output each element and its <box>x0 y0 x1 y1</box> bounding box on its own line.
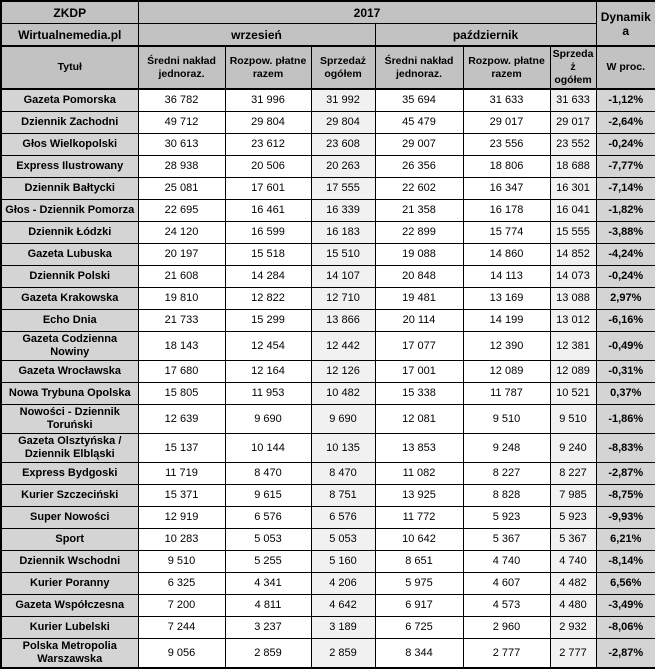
value-cell: 9 690 <box>225 405 311 434</box>
column-header-total-sales-sep: Sprzedaż ogółem <box>311 46 375 89</box>
value-cell: 11 953 <box>225 383 311 405</box>
newspaper-title-cell: Express Ilustrowany <box>1 156 138 178</box>
table-row <box>1 529 655 551</box>
value-cell: 8 651 <box>375 551 463 573</box>
value-cell: 8 344 <box>375 639 463 669</box>
column-header-total-sales-oct: Sprzedaż ogółem <box>550 46 596 89</box>
value-cell: 31 996 <box>225 89 311 112</box>
newspaper-title-cell: Echo Dnia <box>1 310 138 332</box>
percent-cell: -2,87% <box>596 639 655 669</box>
newspaper-title-cell: Kurier Szczeciński <box>1 485 138 507</box>
value-cell: 23 612 <box>225 134 311 156</box>
value-cell: 5 255 <box>225 551 311 573</box>
value-cell: 23 608 <box>311 134 375 156</box>
value-cell: 16 041 <box>550 200 596 222</box>
value-cell: 20 848 <box>375 266 463 288</box>
table-row <box>1 178 655 200</box>
percent-cell: -4,24% <box>596 244 655 266</box>
percent-cell: -8,06% <box>596 617 655 639</box>
value-cell: 6 576 <box>225 507 311 529</box>
value-cell: 35 694 <box>375 89 463 112</box>
value-cell: 23 552 <box>550 134 596 156</box>
month-october-label: październik <box>375 24 596 47</box>
value-cell: 18 806 <box>463 156 550 178</box>
value-cell: 16 183 <box>311 222 375 244</box>
newspaper-title-cell: Gazeta Lubuska <box>1 244 138 266</box>
value-cell: 6 325 <box>138 573 225 595</box>
value-cell: 9 240 <box>550 434 596 463</box>
table-header <box>1 1 655 89</box>
value-cell: 10 642 <box>375 529 463 551</box>
value-cell: 13 169 <box>463 288 550 310</box>
table-row <box>1 405 655 434</box>
value-cell: 2 777 <box>550 639 596 669</box>
value-cell: 11 772 <box>375 507 463 529</box>
value-cell: 15 518 <box>225 244 311 266</box>
newspaper-title-cell: Gazeta Olsztyńska / Dziennik Elbląski <box>1 434 138 463</box>
percent-cell: -2,64% <box>596 112 655 134</box>
column-header-title: Tytuł <box>1 46 138 89</box>
value-cell: 14 073 <box>550 266 596 288</box>
value-cell: 12 081 <box>375 405 463 434</box>
value-cell: 30 613 <box>138 134 225 156</box>
value-cell: 16 461 <box>225 200 311 222</box>
value-cell: 17 555 <box>311 178 375 200</box>
value-cell: 9 248 <box>463 434 550 463</box>
value-cell: 2 932 <box>550 617 596 639</box>
percent-cell: 0,37% <box>596 383 655 405</box>
value-cell: 4 206 <box>311 573 375 595</box>
value-cell: 16 339 <box>311 200 375 222</box>
newspaper-title-cell: Dziennik Wschodni <box>1 551 138 573</box>
value-cell: 9 510 <box>138 551 225 573</box>
value-cell: 12 919 <box>138 507 225 529</box>
value-cell: 31 633 <box>550 89 596 112</box>
value-cell: 13 853 <box>375 434 463 463</box>
newspaper-title-cell: Głos Wielkopolski <box>1 134 138 156</box>
value-cell: 12 089 <box>550 361 596 383</box>
value-cell: 10 283 <box>138 529 225 551</box>
value-cell: 5 053 <box>225 529 311 551</box>
percent-cell: -0,24% <box>596 266 655 288</box>
value-cell: 2 859 <box>225 639 311 669</box>
value-cell: 8 751 <box>311 485 375 507</box>
value-cell: 21 733 <box>138 310 225 332</box>
table-row <box>1 463 655 485</box>
percent-cell: -3,49% <box>596 595 655 617</box>
value-cell: 8 470 <box>311 463 375 485</box>
value-cell: 10 135 <box>311 434 375 463</box>
dynamika-label: Dynamika <box>596 1 655 46</box>
newspaper-title-cell: Polska Metropolia Warszawska <box>1 639 138 669</box>
header-row-columns <box>1 46 655 89</box>
value-cell: 6 725 <box>375 617 463 639</box>
value-cell: 18 688 <box>550 156 596 178</box>
value-cell: 5 160 <box>311 551 375 573</box>
header-row-top <box>1 1 655 24</box>
value-cell: 11 787 <box>463 383 550 405</box>
newspaper-title-cell: Dziennik Zachodni <box>1 112 138 134</box>
table-row <box>1 485 655 507</box>
percent-cell: -6,16% <box>596 310 655 332</box>
value-cell: 23 556 <box>463 134 550 156</box>
value-cell: 28 938 <box>138 156 225 178</box>
percent-cell: -1,12% <box>596 89 655 112</box>
column-header-paid-distribution-sep: Rozpow. płatne razem <box>225 46 311 89</box>
value-cell: 29 017 <box>550 112 596 134</box>
value-cell: 11 082 <box>375 463 463 485</box>
value-cell: 15 299 <box>225 310 311 332</box>
column-header-paid-distribution-oct: Rozpow. płatne razem <box>463 46 550 89</box>
table-row <box>1 332 655 361</box>
value-cell: 14 284 <box>225 266 311 288</box>
newspaper-title-cell: Gazeta Wrocławska <box>1 361 138 383</box>
value-cell: 21 608 <box>138 266 225 288</box>
table-row <box>1 383 655 405</box>
value-cell: 6 917 <box>375 595 463 617</box>
value-cell: 5 975 <box>375 573 463 595</box>
value-cell: 31 992 <box>311 89 375 112</box>
value-cell: 5 053 <box>311 529 375 551</box>
newspaper-title-cell: Super Nowości <box>1 507 138 529</box>
value-cell: 19 088 <box>375 244 463 266</box>
value-cell: 22 695 <box>138 200 225 222</box>
value-cell: 13 012 <box>550 310 596 332</box>
value-cell: 20 263 <box>311 156 375 178</box>
column-header-avg-print-run-sep: Średni nakład jednoraz. <box>138 46 225 89</box>
table-row <box>1 507 655 529</box>
value-cell: 2 859 <box>311 639 375 669</box>
value-cell: 10 521 <box>550 383 596 405</box>
newspaper-title-cell: Dziennik Łódzki <box>1 222 138 244</box>
value-cell: 29 804 <box>225 112 311 134</box>
table-row <box>1 573 655 595</box>
percent-cell: -1,86% <box>596 405 655 434</box>
table-row <box>1 134 655 156</box>
value-cell: 22 602 <box>375 178 463 200</box>
value-cell: 13 088 <box>550 288 596 310</box>
percent-cell: -7,14% <box>596 178 655 200</box>
percent-cell: -3,88% <box>596 222 655 244</box>
value-cell: 8 828 <box>463 485 550 507</box>
table-row <box>1 200 655 222</box>
value-cell: 4 811 <box>225 595 311 617</box>
value-cell: 12 390 <box>463 332 550 361</box>
value-cell: 12 442 <box>311 332 375 361</box>
value-cell: 12 381 <box>550 332 596 361</box>
value-cell: 12 454 <box>225 332 311 361</box>
value-cell: 25 081 <box>138 178 225 200</box>
table-row <box>1 89 655 112</box>
value-cell: 15 805 <box>138 383 225 405</box>
percent-cell: -8,83% <box>596 434 655 463</box>
value-cell: 24 120 <box>138 222 225 244</box>
value-cell: 17 001 <box>375 361 463 383</box>
value-cell: 36 782 <box>138 89 225 112</box>
value-cell: 16 301 <box>550 178 596 200</box>
value-cell: 9 615 <box>225 485 311 507</box>
newspaper-title-cell: Sport <box>1 529 138 551</box>
newspaper-title-cell: Gazeta Pomorska <box>1 89 138 112</box>
percent-cell: -7,77% <box>596 156 655 178</box>
table-row <box>1 266 655 288</box>
value-cell: 9 056 <box>138 639 225 669</box>
newspaper-title-cell: Express Bydgoski <box>1 463 138 485</box>
value-cell: 4 607 <box>463 573 550 595</box>
value-cell: 20 197 <box>138 244 225 266</box>
value-cell: 12 639 <box>138 405 225 434</box>
percent-cell: -9,93% <box>596 507 655 529</box>
value-cell: 5 367 <box>550 529 596 551</box>
value-cell: 45 479 <box>375 112 463 134</box>
value-cell: 7 200 <box>138 595 225 617</box>
month-september-label: wrzesień <box>138 24 375 47</box>
value-cell: 10 144 <box>225 434 311 463</box>
value-cell: 10 482 <box>311 383 375 405</box>
value-cell: 29 804 <box>311 112 375 134</box>
value-cell: 7 244 <box>138 617 225 639</box>
value-cell: 3 237 <box>225 617 311 639</box>
value-cell: 2 960 <box>463 617 550 639</box>
newspaper-title-cell: Nowa Trybuna Opolska <box>1 383 138 405</box>
value-cell: 17 680 <box>138 361 225 383</box>
newspaper-title-cell: Gazeta Współczesna <box>1 595 138 617</box>
table-body <box>1 89 655 668</box>
value-cell: 16 347 <box>463 178 550 200</box>
percent-cell: 2,97% <box>596 288 655 310</box>
value-cell: 5 367 <box>463 529 550 551</box>
value-cell: 15 338 <box>375 383 463 405</box>
value-cell: 8 227 <box>463 463 550 485</box>
percent-cell: -0,31% <box>596 361 655 383</box>
value-cell: 9 690 <box>311 405 375 434</box>
table-row <box>1 434 655 463</box>
value-cell: 12 089 <box>463 361 550 383</box>
value-cell: 15 371 <box>138 485 225 507</box>
newspaper-title-cell: Kurier Poranny <box>1 573 138 595</box>
value-cell: 5 923 <box>550 507 596 529</box>
value-cell: 20 506 <box>225 156 311 178</box>
value-cell: 19 481 <box>375 288 463 310</box>
value-cell: 15 774 <box>463 222 550 244</box>
percent-cell: -1,82% <box>596 200 655 222</box>
column-header-percent: W proc. <box>596 46 655 89</box>
value-cell: 14 199 <box>463 310 550 332</box>
value-cell: 12 710 <box>311 288 375 310</box>
value-cell: 4 573 <box>463 595 550 617</box>
newspaper-title-cell: Głos - Dziennik Pomorza <box>1 200 138 222</box>
percent-cell: 6,56% <box>596 573 655 595</box>
percent-cell: -0,24% <box>596 134 655 156</box>
table-row <box>1 310 655 332</box>
value-cell: 16 178 <box>463 200 550 222</box>
newspaper-title-cell: Gazeta Codzienna Nowiny <box>1 332 138 361</box>
value-cell: 12 126 <box>311 361 375 383</box>
value-cell: 4 642 <box>311 595 375 617</box>
column-header-avg-print-run-oct: Średni nakład jednoraz. <box>375 46 463 89</box>
table-row <box>1 156 655 178</box>
value-cell: 13 925 <box>375 485 463 507</box>
value-cell: 29 007 <box>375 134 463 156</box>
table-row <box>1 361 655 383</box>
value-cell: 49 712 <box>138 112 225 134</box>
header-row-months <box>1 24 655 47</box>
value-cell: 3 189 <box>311 617 375 639</box>
percent-cell: -2,87% <box>596 463 655 485</box>
newspaper-title-cell: Gazeta Krakowska <box>1 288 138 310</box>
table-row <box>1 595 655 617</box>
value-cell: 29 017 <box>463 112 550 134</box>
value-cell: 26 356 <box>375 156 463 178</box>
value-cell: 14 860 <box>463 244 550 266</box>
newspaper-title-cell: Kurier Lubelski <box>1 617 138 639</box>
value-cell: 9 510 <box>463 405 550 434</box>
value-cell: 4 341 <box>225 573 311 595</box>
value-cell: 17 601 <box>225 178 311 200</box>
value-cell: 18 143 <box>138 332 225 361</box>
value-cell: 15 137 <box>138 434 225 463</box>
table-row <box>1 551 655 573</box>
value-cell: 31 633 <box>463 89 550 112</box>
table-row <box>1 617 655 639</box>
value-cell: 13 866 <box>311 310 375 332</box>
table-row <box>1 112 655 134</box>
year-label: 2017 <box>138 1 596 24</box>
newspaper-title-cell: Dziennik Bałtycki <box>1 178 138 200</box>
value-cell: 15 555 <box>550 222 596 244</box>
value-cell: 12 822 <box>225 288 311 310</box>
value-cell: 14 852 <box>550 244 596 266</box>
value-cell: 8 227 <box>550 463 596 485</box>
value-cell: 4 480 <box>550 595 596 617</box>
value-cell: 6 576 <box>311 507 375 529</box>
value-cell: 14 113 <box>463 266 550 288</box>
value-cell: 15 510 <box>311 244 375 266</box>
value-cell: 4 740 <box>550 551 596 573</box>
value-cell: 9 510 <box>550 405 596 434</box>
newspaper-title-cell: Dziennik Polski <box>1 266 138 288</box>
percent-cell: -0,49% <box>596 332 655 361</box>
zkdp-label: ZKDP <box>1 1 138 24</box>
percent-cell: -8,14% <box>596 551 655 573</box>
value-cell: 8 470 <box>225 463 311 485</box>
value-cell: 5 923 <box>463 507 550 529</box>
value-cell: 21 358 <box>375 200 463 222</box>
value-cell: 11 719 <box>138 463 225 485</box>
value-cell: 4 482 <box>550 573 596 595</box>
table-row <box>1 244 655 266</box>
value-cell: 14 107 <box>311 266 375 288</box>
table-row <box>1 222 655 244</box>
value-cell: 20 114 <box>375 310 463 332</box>
value-cell: 16 599 <box>225 222 311 244</box>
table-row <box>1 639 655 669</box>
value-cell: 22 899 <box>375 222 463 244</box>
newspaper-title-cell: Nowości - Dziennik Toruński <box>1 405 138 434</box>
value-cell: 2 777 <box>463 639 550 669</box>
value-cell: 19 810 <box>138 288 225 310</box>
percent-cell: -8,75% <box>596 485 655 507</box>
value-cell: 7 985 <box>550 485 596 507</box>
source-label: Wirtualnemedia.pl <box>1 24 138 47</box>
table-row <box>1 288 655 310</box>
value-cell: 17 077 <box>375 332 463 361</box>
percent-cell: 6,21% <box>596 529 655 551</box>
value-cell: 12 164 <box>225 361 311 383</box>
value-cell: 4 740 <box>463 551 550 573</box>
